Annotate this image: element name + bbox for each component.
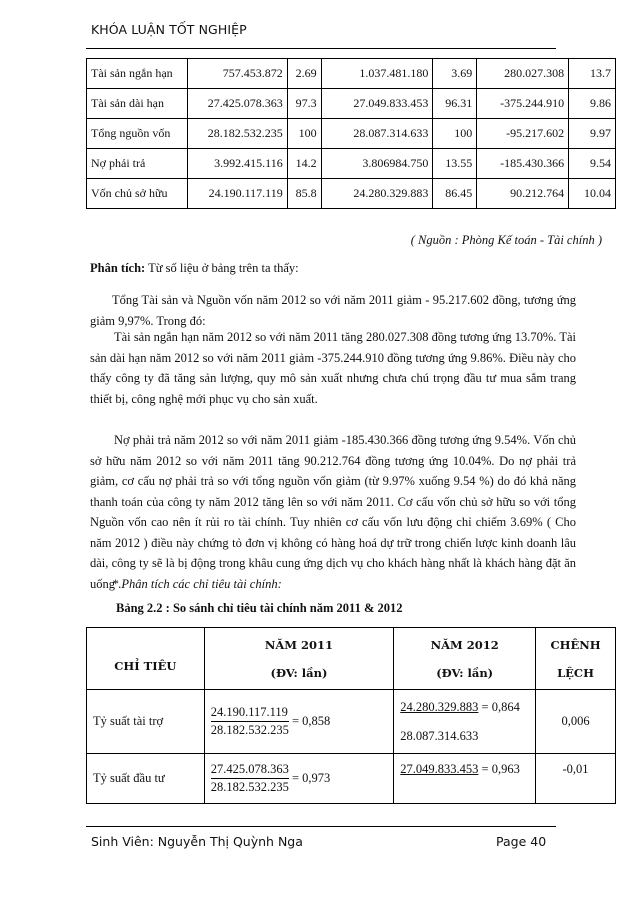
table-cell: -375.244.910 [477, 89, 569, 119]
table-row [87, 690, 616, 754]
table-cell: 9.86 [569, 89, 616, 119]
header-2011-label: NĂM 2011 [264, 637, 334, 652]
table-cell: 1.037.481.180 [321, 59, 433, 89]
table-row [87, 119, 616, 149]
fraction [211, 762, 289, 795]
section-subheading: * Phân tích các chỉ tiêu tài chính: [112, 577, 282, 591]
footer-page-number: Page 40 [496, 834, 547, 849]
table-cell: Tổng nguồn vốn [87, 119, 188, 149]
table-cell: 3.992.415.116 [187, 149, 287, 179]
header-2012 [394, 628, 536, 690]
table-row [87, 754, 616, 804]
table-cell: 13.7 [569, 59, 616, 89]
table-row [87, 149, 616, 179]
numerator: 27.425.078.363 [211, 762, 289, 779]
table-cell: 100 [287, 119, 321, 149]
header-indicator: CHỈ TIÊU [87, 628, 205, 690]
header-2012-label: NĂM 2012 [430, 637, 499, 652]
table-cell: Tài sản ngắn hạn [87, 59, 188, 89]
table-cell: -95.217.602 [477, 119, 569, 149]
table-cell: 2.69 [287, 59, 321, 89]
ratio-2011 [204, 690, 394, 754]
ratio-2012-line1 [400, 700, 529, 715]
table-cell: 85.8 [287, 179, 321, 209]
table-cell: 28.087.314.633 [321, 119, 433, 149]
table-cell: Vốn chủ sở hữu [87, 179, 188, 209]
table-row [87, 59, 616, 89]
table-cell: 96.31 [433, 89, 477, 119]
table-cell: Tài sản dài hạn [87, 89, 188, 119]
ratio-2011 [204, 754, 394, 804]
paragraph: Tài sản ngắn hạn năm 2012 so với năm 2011 tăng 280.027.308 đồng tương ứng 13.70%. Tài sản dài hạn năm 2012 so với năm 2011 giảm -375.244.910 đồng tương ứng 9.86%. Điều này cho thấy công ty đã tăng sản lượng, quy mô sản xuất nhưng chưa chú trọng đầu tư mua sắm trang thiết bị, công nghệ mới phục vụ cho sản xuất. [90, 330, 576, 406]
header-divider [86, 48, 556, 49]
table-header-row [87, 628, 616, 690]
source-note: ( Nguồn : Phòng Kế toán - Tài chính ) [410, 233, 602, 247]
table-cell: 14.2 [287, 149, 321, 179]
footer-student-name: Sinh Viên: Nguyễn Thị Quỳnh Nga [91, 834, 303, 849]
table-cell: 28.182.532.235 [187, 119, 287, 149]
numerator: 27.049.833.453 [400, 762, 479, 776]
ratio-name: Tỷ suất tài trợ [87, 690, 205, 754]
header-diff-line1: CHÊNH [550, 637, 601, 652]
header-2011-unit: (ĐV: lần) [270, 665, 328, 680]
ratio-2012 [394, 754, 536, 804]
ratio-result: = 0,963 [481, 762, 520, 776]
table-cell: 27.425.078.363 [187, 89, 287, 119]
ratio-difference: -0,01 [536, 754, 616, 804]
paragraph: Nợ phải trả năm 2012 so với năm 2011 giảm -185.430.366 đồng tương ứng 9.54%. Vốn chủ sở hữu năm 2012 so với năm 2011 tăng 90.212.764 đồng tương ứng 10.04%. Do nợ phải trả giảm, cơ cấu nợ phải trả so với tổng nguồn vốn giảm (từ 9.97% xuống 9.54 %) do đó khả năng thanh toán của công ty năm 2012 tăng lên so với năm 2011. Cơ cấu vốn chủ sở hữu so với tổng Nguồn vốn cao nên ít rủi ro tài chính. Tuy nhiên cơ cấu vốn lưu động chỉ chiếm 3.69% ( Cho năm 2012 ) điều này chứng tỏ đơn vị không có hàng hoá dự trữ trong chiến lược kinh doanh lâu dài, công ty sẽ là bị động trong khâu cung ứng dịch vụ cho khách hàng nhất là khách hàng đặt ăn uống . [90, 433, 576, 591]
table-cell: 9.97 [569, 119, 616, 149]
footer-divider [86, 826, 556, 827]
table-row [87, 179, 616, 209]
ratio-result: = 0,973 [291, 771, 331, 785]
table-cell: 24.280.329.883 [321, 179, 433, 209]
document-header-title: KHÓA LUẬN TỐT NGHIỆP [91, 22, 247, 37]
ratio-comparison-table [86, 627, 616, 804]
table-cell: Nợ phải trả [87, 149, 188, 179]
table-cell: 9.54 [569, 149, 616, 179]
ratio-result: = 0,864 [481, 699, 520, 714]
header-diff-line2: LỆCH [557, 665, 594, 680]
table-cell: 97.3 [287, 89, 321, 119]
denominator: 28.182.532.235 [210, 780, 289, 794]
table-caption: Bảng 2.2 : So sánh chỉ tiêu tài chính năm 2011 & 2012 [116, 601, 403, 615]
analysis-intro [90, 258, 576, 279]
header-2012-unit: (ĐV: lần) [436, 665, 494, 680]
paragraph: Tổng Tài sản và Nguồn vốn năm 2012 so với năm 2011 giảm - 95.217.602 đồng, tương ứng giảm 9,97%. Trong đó: [90, 293, 576, 328]
table-cell: 27.049.833.453 [321, 89, 433, 119]
denominator: 28.087.314.633 [400, 728, 479, 743]
numerator: 24.280.329.883 [400, 699, 479, 714]
table-cell: 3.69 [433, 59, 477, 89]
table-cell: 757.453.872 [187, 59, 287, 89]
analysis-intro-text: Từ số liệu ở bảng trên ta thấy: [145, 261, 299, 275]
header-difference [536, 628, 616, 690]
header-2011 [204, 628, 394, 690]
table-cell: 24.190.117.119 [187, 179, 287, 209]
fraction [211, 705, 289, 738]
balance-comparison-table [86, 58, 616, 209]
table-cell: 90.212.764 [477, 179, 569, 209]
numerator: 24.190.117.119 [211, 705, 289, 722]
table-row [87, 89, 616, 119]
table-cell: 13.55 [433, 149, 477, 179]
ratio-result: = 0,858 [291, 714, 331, 728]
table-cell: 86.45 [433, 179, 477, 209]
table-cell: 280.027.308 [477, 59, 569, 89]
ratio-2012 [394, 690, 536, 754]
table-cell: 10.04 [569, 179, 616, 209]
table-cell: -185.430.366 [477, 149, 569, 179]
ratio-difference: 0,006 [536, 690, 616, 754]
denominator: 28.182.532.235 [210, 723, 289, 737]
analysis-label: Phân tích: [90, 261, 146, 275]
table-cell: 100 [433, 119, 477, 149]
ratio-name: Tỷ suất đầu tư [87, 754, 205, 804]
table-cell: 3.806984.750 [321, 149, 433, 179]
